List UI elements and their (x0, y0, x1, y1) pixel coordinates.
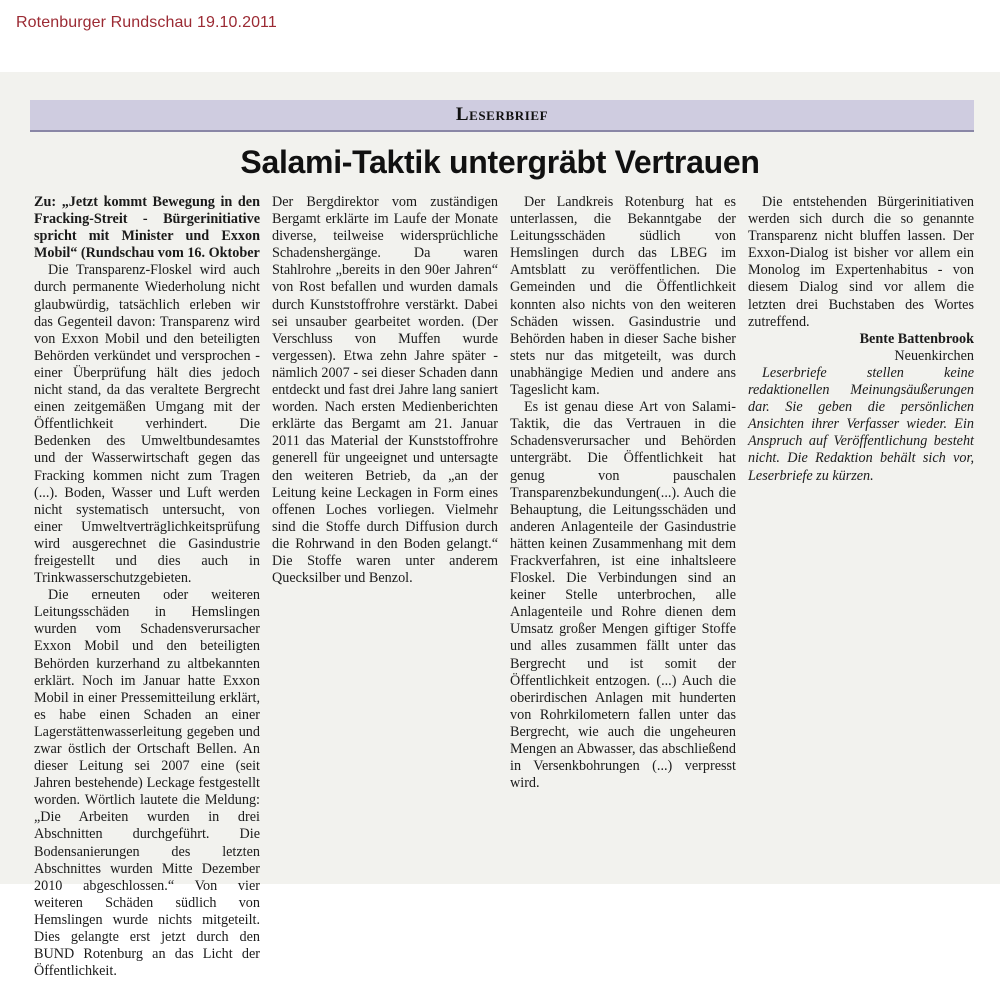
paragraph-3: Der Bergdirektor vom zuständigen Bergamt erklärte im Laufe der Monate diverse, teilweise widersprüchliche Schadenshergänge. Da waren Stahlrohre „bereits in den 90er Jahren“ von Rost befallen und wurden damals durch Kunststoffrohre verstärkt. Dabei sei unsauber gearbeitet worden. (Der Verschluss von Muffen wurde vergessen). Etwa zehn Jahre später - nämlich 2007 - sei dieser Schaden dann entdeckt und fast drei Jahre lang saniert worden. Nach ersten Medienberichten erklärte das Bergamt am 21. Januar 2011 das Material der Kunststoffrohre generell für ungeeignet und untersagte den weiteren Betrieb, da „an der Leitung keine Leckagen in Form eines offenen Loches vorliegen. Vielmehr sind die Stoffe durch Diffusion durch die Rohrwand in den Boden gelangt.“ Die Stoffe waren unter anderem Quecksilber und Benzol. (272, 194, 498, 587)
paragraph-1: Die Transparenz-Floskel wird auch durch permanente Wiederholung nicht glaubwürdig, tatsächlich erleben wir das Gegenteil davon: Transparenz wird von Exxon Mobil und den beteiligten Behörden verkündet und versprochen - einer Überprüfung hält dies jedoch nicht stand, da das veraltete Bergrecht einen zeitgemäßen Umgang mit der Öffentlichkeit verhindert. Die Bedenken des Umweltbundesamtes und der Wasserwirtschaft gegen das Fracking kommen nicht zum Tragen (...). Boden, Wasser und Luft werden nicht systematisch untersucht, von einer Umweltverträglichkeitsprüfung wird ausgerechnet die Gasindustrie freigestellt und dies auch in Trinkwasserschutzgebieten. (34, 262, 260, 587)
article-body (34, 194, 974, 980)
paragraph-4: Der Landkreis Rotenburg hat es unterlassen, die Bekanntgabe der Leitungsschäden südlich von Hemslingen durch das LBEG im Amtsblatt zu veröffentlichen. Die Gemeinden und die Öffentlichkeit konnten also nichts von den weiteren Schäden wissen. Gasindustrie und Behörden haben in dieser Sache bisher stets nur das mitgeteilt, was durch unabhängige Medien und andere ans Tageslicht kam. (510, 194, 736, 399)
article-lead: Zu: „Jetzt kommt Bewegung in den Fracking-Streit - Bürgerinitiative spricht mit Minister und Exxon Mobil“ (Rundschau vom 16. Oktober (34, 194, 260, 262)
article-headline: Salami-Taktik untergräbt Vertrauen (240, 144, 760, 180)
source-caption: Rotenburger Rundschau 19.10.2011 (16, 14, 277, 31)
column-4 (748, 194, 974, 874)
editorial-disclaimer: Leserbriefe stellen keine redaktionellen Meinungsäußerungen dar. Sie geben die persönlichen Ansichten ihrer Verfasser wieder. Ein Anspruch auf Veröffentlichung besteht nicht. Die Redaktion behält sich vor, Leserbriefe zu kürzen. (748, 364, 974, 484)
paragraph-5: Es ist genau diese Art von Salami-Taktik, die das Vertrauen in die Schadensverursacher und Behörden untergräbt. Die Öffentlichkeit hat genug von pauschalen Transparenzbekundungen(...). Auch die Behauptung, die Leitungsschäden und anderen Anlagenteile der Gasindustrie hätten keinen Zusammenhang mit dem Frackverfahren, ist eine inhaltsleere Floskel. Die Verbindungen sind an keiner Stelle unterbrochen, alle Anlagenteile und Rohre dienen dem Umsatz großer Mengen giftiger Stoffe und alles zusammen fällt unter das Bergrecht und ist somit der Öffentlichkeit entzogen. (...) Auch die oberirdischen Anlagen mit hunderten von Rohrkilometern fallen unter das Bergrecht, wie auch die ungeheuren Mengen an Abwasser, das abschließend in Versenkbohrungen (...) verpresst wird. (510, 399, 736, 792)
paragraph-6: Die entstehenden Bürgerinitiativen werden sich durch die so genannte Transparenz nicht bluffen lassen. Der Exxon-Dialog ist bisher vor allem ein Monolog im Expertenhabitus - von diesem Dialog sind vor allem die letzten drei Buchstaben des Wortes zutreffend. (748, 194, 974, 330)
author-signature: Bente Battenbrook (859, 330, 974, 347)
column-3 (510, 194, 736, 874)
column-1 (34, 194, 260, 980)
paragraph-2-start: Die erneuten oder weiteren Leitungsschäden in Hemslingen wurden vom Schadensverursacher Exxon Mobil und den beteiligten Behörden kurzerhand zu altbekannten erklärt. Noch im Januar hatte Exxon Mobil in einer Pressemitteilung erklärt, es habe einen Schaden an einer Lagerstättenwasserleitung gegeben und zwar östlich der Ortschaft Bellen. An dieser Leitung sei 2007 eine (seit Jahren bestehende) Leckage festgestellt worden. Wörtlich lautete die Meldung: „Die Arbeiten wurden in drei Abschnitten durchgeführt. Die Bodensanierungen des letzten Abschnittes wurden Mitte Dezember 2010 abgeschlossen.“ Von vier weiteren Schäden südlich von Hemslingen wurde nichts mitgeteilt. Dies gelangte erst jetzt durch den BUND Rotenburg an das Licht der Öffentlichkeit. (34, 587, 260, 980)
newspaper-clipping (0, 72, 1000, 980)
author-place: Neuenkirchen (894, 347, 974, 364)
column-2 (272, 194, 498, 874)
kicker-bar (30, 100, 974, 132)
section-kicker: Leserbrief (455, 104, 549, 125)
